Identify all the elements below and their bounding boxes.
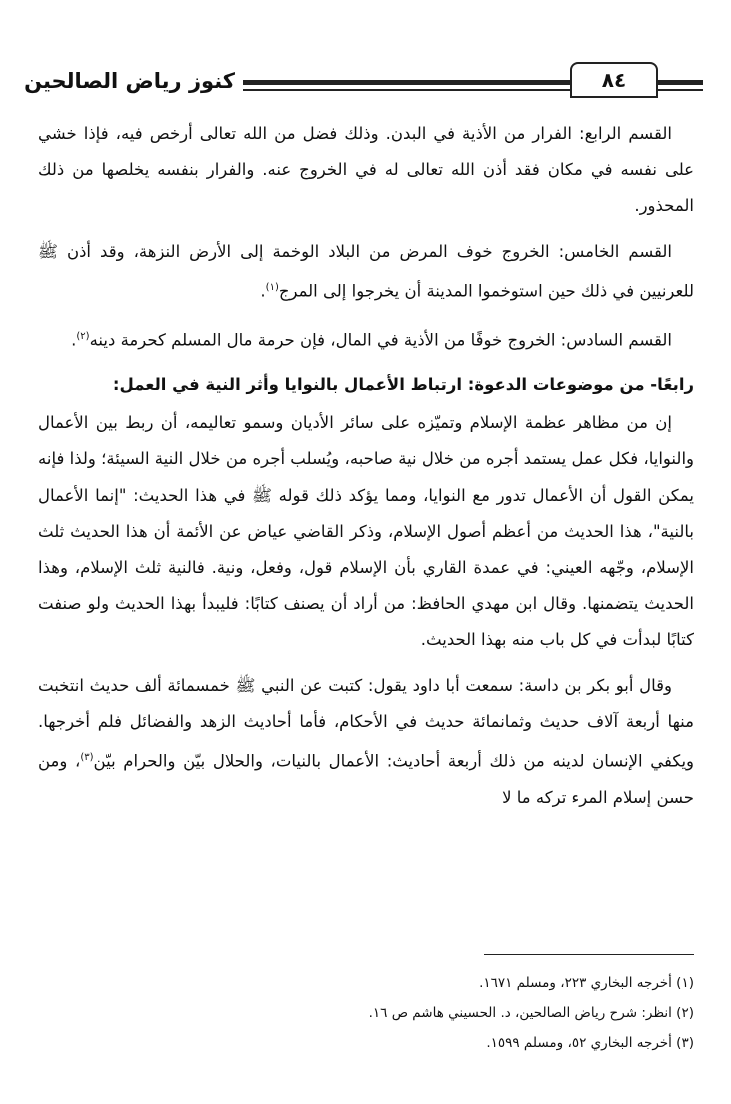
page-number-box [570, 62, 658, 98]
footnote-ref: (١) [265, 281, 279, 293]
paragraph: وقال أبو بكر بن داسة: سمعت أبا داود يقول: كتبت عن النبي ﷺ خمسمائة ألف حديث انتخبت منها أربعة آلاف حديث وثمانمائة حديث في الأحكام، فأما أحاديث الزهد والفضائل فلم أخرجها. ويكفي الإنسان لدينه من ذلك أربعة أحاديث: الأعمال بالنيات، والحلال بيّن والحرام بيّن$^{(٣)}$، ومن حسن إسلام المرء تركه ما لا [38, 675, 695, 807]
footnotes [38, 968, 694, 1058]
paragraph: القسم الرابع: الفرار من الأذية في البدن. وذلك فضل من الله تعالى أرخص فيه، فإذا خشي على نفسه في مكان فقد أذن الله تعالى له في الخروج عنه. والفرار بنفسه يخلصها من ذلك المحذور. [38, 124, 694, 216]
section-subheading: رابعًا- من موضوعات الدعوة: ارتباط الأعمال بالنوايا وأثر النية في العمل: [112, 375, 694, 395]
header-rule-right [658, 80, 703, 85]
footnote-separator [484, 954, 694, 955]
running-title: كنوز رياض الصالحين [35, 66, 243, 96]
footnote: (٢) انظر: شرح رياض الصالحين، د. الحسيني هاشم ص ١٦. [368, 1005, 694, 1021]
body-text [38, 116, 694, 825]
paragraph: القسم الخامس: الخروج خوف المرض من البلاد الوخمة إلى الأرض النزهة، وقد أذن ﷺ للعرنيين في ذلك حين استوخموا المدينة أن يخرجوا إلى المرج$^{(١)}$. [38, 241, 694, 301]
paragraph: القسم السادس: الخروج خوفًا من الأذية في المال، فإن حرمة مال المسلم كحرمة دينه$^{(٢)}$. [71, 330, 672, 350]
footnote: (٣) أخرجه البخاري ٥٢، ومسلم ١٥٩٩. [486, 1035, 694, 1051]
page-number: ٨٤ [601, 68, 627, 92]
footnote-ref: (٣) [80, 752, 94, 764]
footnote: (١) أخرجه البخاري ٢٢٣، ومسلم ١٦٧١. [479, 975, 694, 991]
footnote-ref: (٢) [76, 330, 90, 342]
paragraph: إن من مظاهر عظمة الإسلام وتميّزه على سائر الأديان وسمو تعاليمه، أن ربط بين الأعمال والنوايا، فكل عمل يستمد أجره من خلال نية صاحبه، ويُسلب أجره من خلال النية السيئة؛ ولذا فإنه يمكن القول أن الأعمال تدور مع النوايا، ومما يؤكد ذلك قوله ﷺ في هذا الحديث: "إنما الأعمال بالنية"، هذا الحديث من أعظم أصول الإسلام، وذكر القاضي عياض عن الأئمة أن هذا الحديث ثلث الإسلام، وجّهه العيني: في عمدة القاري بأن الإسلام قول، وفعل، ونية. فالنية ثلث الإسلام، وهذا الحديث يتضمنها. وقال ابن مهدي الحافظ: من أراد أن يصنف كتابًا: فليبدأ بهذا الحديث ولو صنفت كتابًا لبدأت في كل باب منه بهذا الحديث. [38, 413, 694, 650]
header-rule-right-thin [658, 89, 703, 91]
